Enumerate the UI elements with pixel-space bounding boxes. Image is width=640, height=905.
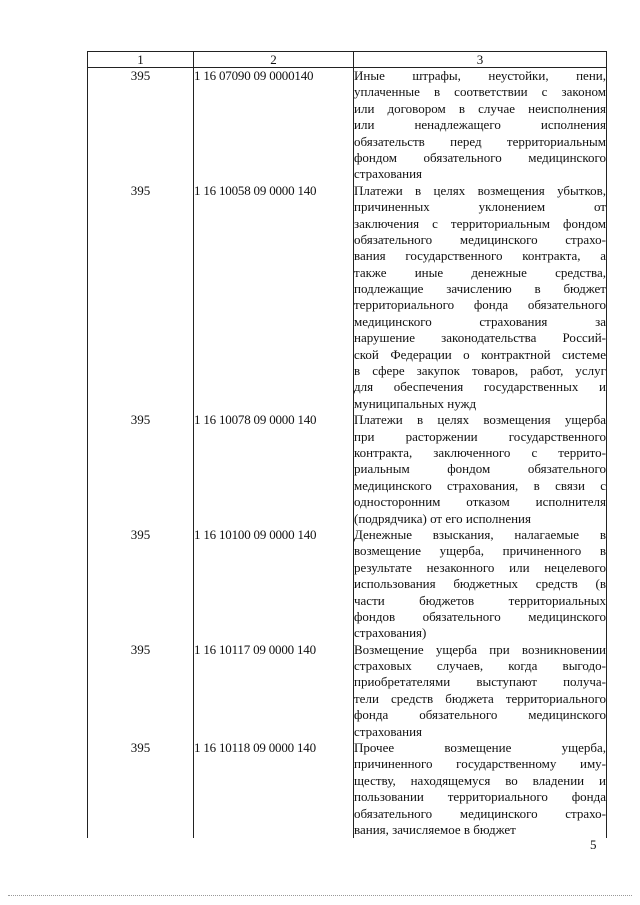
page-number: 5 — [590, 837, 597, 852]
description-line: заключения с территориальным фондом — [354, 215, 606, 231]
description-line: ской Федерации о контрактной системе — [354, 346, 606, 362]
description-line: обязательств перед территориальным — [354, 133, 606, 149]
description-line: страхования) — [354, 625, 427, 641]
description-line: Иные штрафы, неустойки, пени, — [354, 68, 606, 83]
kbk-code-cell — [194, 642, 354, 740]
description-line: в сфере закупок товаров, работ, услуг — [354, 363, 606, 379]
description-line: подлежащие зачислению в бюджет — [354, 281, 606, 297]
description-line: пользовании территориального фонда — [354, 789, 606, 805]
admin-code-cell — [88, 527, 194, 642]
column-header-3: 3 — [354, 52, 607, 68]
description-line: риальным фондом обязательного — [354, 461, 606, 477]
admin-code-cell — [88, 68, 194, 183]
description-line: Платежи в целях возмещения ущерба — [354, 412, 606, 428]
admin-code: 395 — [130, 412, 151, 428]
description-line: обязательного медицинского страхо- — [354, 805, 606, 821]
kbk-code-cell — [194, 412, 354, 527]
description-line: ществу, находящемуся во владении и — [354, 772, 606, 788]
admin-code: 395 — [130, 526, 151, 542]
revenue-codes-table — [87, 51, 607, 838]
kbk-code: 1 16 10118 09 0000 140 — [194, 740, 316, 756]
kbk-code-cell — [194, 183, 354, 412]
description-line: (подрядчика) от его исполнения — [354, 510, 531, 526]
admin-code: 395 — [130, 68, 151, 83]
description-line: страхования — [354, 723, 423, 739]
table-header-row — [88, 52, 607, 68]
kbk-code: 1 16 10117 09 0000 140 — [194, 641, 316, 657]
description-line: использования бюджетных средств (в — [354, 576, 606, 592]
table-row — [88, 412, 607, 527]
revenue-description-cell — [354, 527, 607, 642]
kbk-code: 1 16 10058 09 0000 140 — [194, 182, 317, 198]
revenue-description-cell — [354, 740, 607, 838]
description-line: для обеспечения государственных и — [354, 379, 606, 395]
description-line: муниципальных нужд — [354, 395, 477, 411]
scan-edge-line — [8, 895, 632, 896]
description-line: причиненного государственному иму- — [354, 756, 606, 772]
description-line: уплаченные в соответствии с законом — [354, 84, 606, 100]
description-line: также иные денежные средства, — [354, 264, 606, 280]
description-line: фондов обязательного медицинского — [354, 608, 606, 624]
revenue-description-cell — [354, 642, 607, 740]
description-line: медицинского страхования, в связи с — [354, 477, 606, 493]
description-line: или договором в случае неисполнения — [354, 100, 606, 116]
revenue-description-cell — [354, 68, 607, 183]
admin-code-cell — [88, 183, 194, 412]
table-row — [88, 642, 607, 740]
description-line: страхования — [354, 166, 423, 182]
description-line: территориального фонда обязательного — [354, 297, 606, 313]
description-line: причиненных уклонением от — [354, 199, 606, 215]
description-line: Возмещение ущерба при возникновении — [354, 641, 606, 657]
table-row — [88, 183, 607, 412]
admin-code: 395 — [130, 182, 151, 198]
column-header-1: 1 — [88, 52, 194, 68]
revenue-description-cell — [354, 183, 607, 412]
description-line: вания государственного контракта, а — [354, 248, 606, 264]
description-line: страховых случаев, когда выгодо- — [354, 658, 606, 674]
description-line: части бюджетов территориальных — [354, 592, 606, 608]
kbk-code: 1 16 10078 09 0000 140 — [194, 412, 317, 428]
column-header-2: 2 — [194, 52, 354, 68]
admin-code-cell — [88, 740, 194, 838]
table-row — [88, 68, 607, 183]
description-line: контракта, заключенного с террито- — [354, 444, 606, 460]
admin-code: 395 — [130, 641, 151, 657]
description-line: Денежные взыскания, налагаемые в — [354, 526, 606, 542]
kbk-code: 1 16 10100 09 0000 140 — [194, 526, 317, 542]
admin-code-cell — [88, 412, 194, 527]
description-line: приобретателями выступают получа- — [354, 674, 606, 690]
description-line: Платежи в целях возмещения убытков, — [354, 182, 606, 198]
description-line: обязательного медицинского страхо- — [354, 231, 606, 247]
kbk-code: 1 16 07090 09 0000140 — [194, 68, 314, 83]
description-line: или ненадлежащего исполнения — [354, 117, 606, 133]
admin-code-cell — [88, 642, 194, 740]
revenue-description-cell — [354, 412, 607, 527]
description-line: при расторжении государственного — [354, 428, 606, 444]
description-line: тели средств бюджета территориального — [354, 690, 606, 706]
description-line: фондом обязательного медицинского — [354, 149, 606, 165]
description-line: возмещение ущерба, причиненного в — [354, 543, 606, 559]
description-line: результате незаконного или нецелевого — [354, 559, 606, 575]
kbk-code-cell — [194, 740, 354, 838]
kbk-code-cell — [194, 68, 354, 183]
table-body — [88, 68, 607, 839]
table-row — [88, 740, 607, 838]
description-line: нарушение законодательства Россий- — [354, 330, 606, 346]
kbk-code-cell — [194, 527, 354, 642]
description-line: вания, зачисляемое в бюджет — [354, 821, 516, 837]
table-row — [88, 527, 607, 642]
description-line: медицинского страхования за — [354, 313, 606, 329]
description-line: Прочее возмещение ущерба, — [354, 740, 606, 756]
description-line: односторонним отказом исполнителя — [354, 494, 606, 510]
admin-code: 395 — [130, 740, 151, 756]
description-line: фонда обязательного медицинского — [354, 707, 606, 723]
